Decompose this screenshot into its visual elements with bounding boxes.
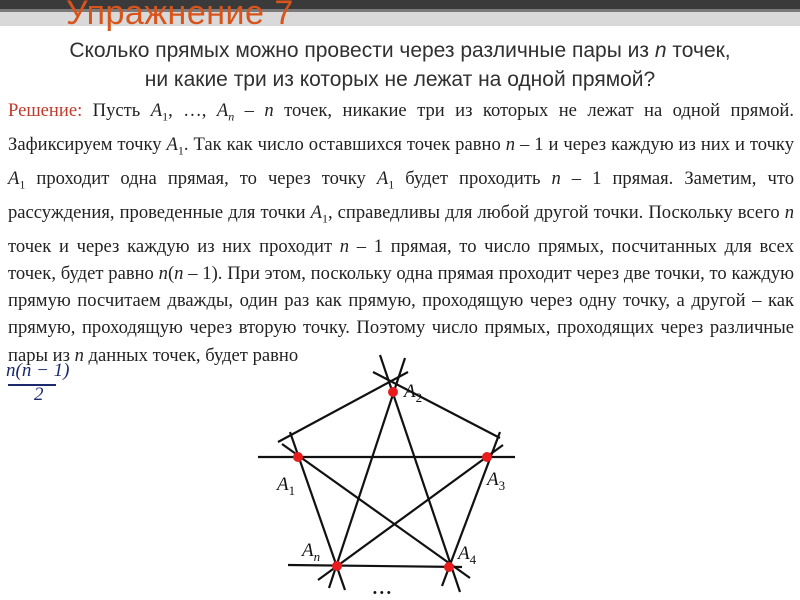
- solution-segment: (: [167, 262, 175, 284]
- solution-segment: 1: [162, 109, 169, 124]
- solution-segment: A: [8, 167, 20, 189]
- question-line1-end: точек,: [666, 39, 731, 62]
- solution-segment: , справедливы для любой другой точки. Поскольку всего: [327, 201, 785, 223]
- solution-segment: n: [228, 109, 235, 124]
- label-a4: $A_4$: [458, 543, 477, 567]
- solution-segment: –: [234, 100, 265, 121]
- point-a1: [293, 452, 303, 462]
- solution-segment: 1: [388, 177, 395, 192]
- solution-segment: A: [166, 133, 178, 155]
- solution-segment: будет проходить: [394, 167, 552, 189]
- solution-segment: n: [784, 201, 794, 223]
- line-a2-a3: [373, 372, 500, 438]
- label-a2: $A_2$: [404, 381, 423, 405]
- solution-segment: , …,: [168, 100, 217, 121]
- question-line2: ни какие три из которых не лежат на одной прямой?: [144, 68, 656, 91]
- formula-numerator: n(n − 1): [6, 360, 70, 381]
- solution-segment: данных точек, будет равно: [83, 344, 299, 366]
- solution-segment: A: [216, 100, 229, 121]
- point-an: [332, 561, 342, 571]
- solution-segment: Пусть: [82, 100, 151, 121]
- solution-segment: – 1 прямая, то число прямых, посчитанных для всех точек, будет равно: [8, 235, 794, 284]
- question-line1: Сколько прямых можно провести через различные пары из: [69, 39, 655, 62]
- point-a4: [444, 562, 454, 572]
- solution-segment: . Так как число оставшихся точек равно: [183, 133, 506, 155]
- solution-segment: n: [158, 262, 168, 284]
- solution-segment: A: [150, 100, 163, 121]
- solution-segment: проходит одна прямая, то через точку: [25, 167, 377, 189]
- slide-title: Упражнение 7: [66, 0, 294, 32]
- solution-segment: точек, никакие три из которых не лежат на одной прямой. Зафиксируем точку: [8, 100, 794, 155]
- solution-segment: – 1). При этом, поскольку одна прямая проходит через две точки, то каждую прямую посчитаем дважды, один раз как прямую, проходящую через одну точку, а другой – как прямую, проходящую через вторую точку. Поэтому число прямых, проходящих через различные пары из: [8, 262, 794, 366]
- solution-segment: 1: [19, 177, 26, 192]
- solution-segment: – 1 и через каждую из них и точку: [515, 133, 794, 155]
- point-a2: [388, 387, 398, 397]
- solution-segment: A: [310, 201, 322, 223]
- point-a3: [482, 452, 492, 462]
- solution-label: Решение:: [8, 100, 83, 121]
- solution-segment: A: [376, 167, 389, 189]
- solution-segment: n: [174, 262, 184, 284]
- label-a3: $A_3$: [487, 469, 506, 493]
- solution-segment: – 1 прямая. Заметим, что рассуждения, проведенные для точки: [8, 167, 794, 223]
- solution-segment: точек и через каждую из них проходит: [8, 235, 340, 257]
- solution-segment: 1: [177, 143, 184, 158]
- solution-segment: n: [505, 133, 516, 155]
- solution-segment: 1: [321, 211, 328, 226]
- line-an-a4: [288, 565, 462, 567]
- question-n: n: [654, 39, 667, 62]
- solution-segment: n: [551, 167, 561, 189]
- label-an: $A_n$: [302, 540, 321, 564]
- solution-segment: n: [74, 344, 84, 366]
- label-a1: $A_1$: [277, 474, 296, 498]
- formula-denominator: 2: [34, 384, 44, 405]
- ellipsis: • • •: [373, 587, 391, 599]
- solution-segment: n: [264, 100, 274, 121]
- lines-group: [258, 355, 515, 592]
- solution-segment: n: [339, 235, 350, 257]
